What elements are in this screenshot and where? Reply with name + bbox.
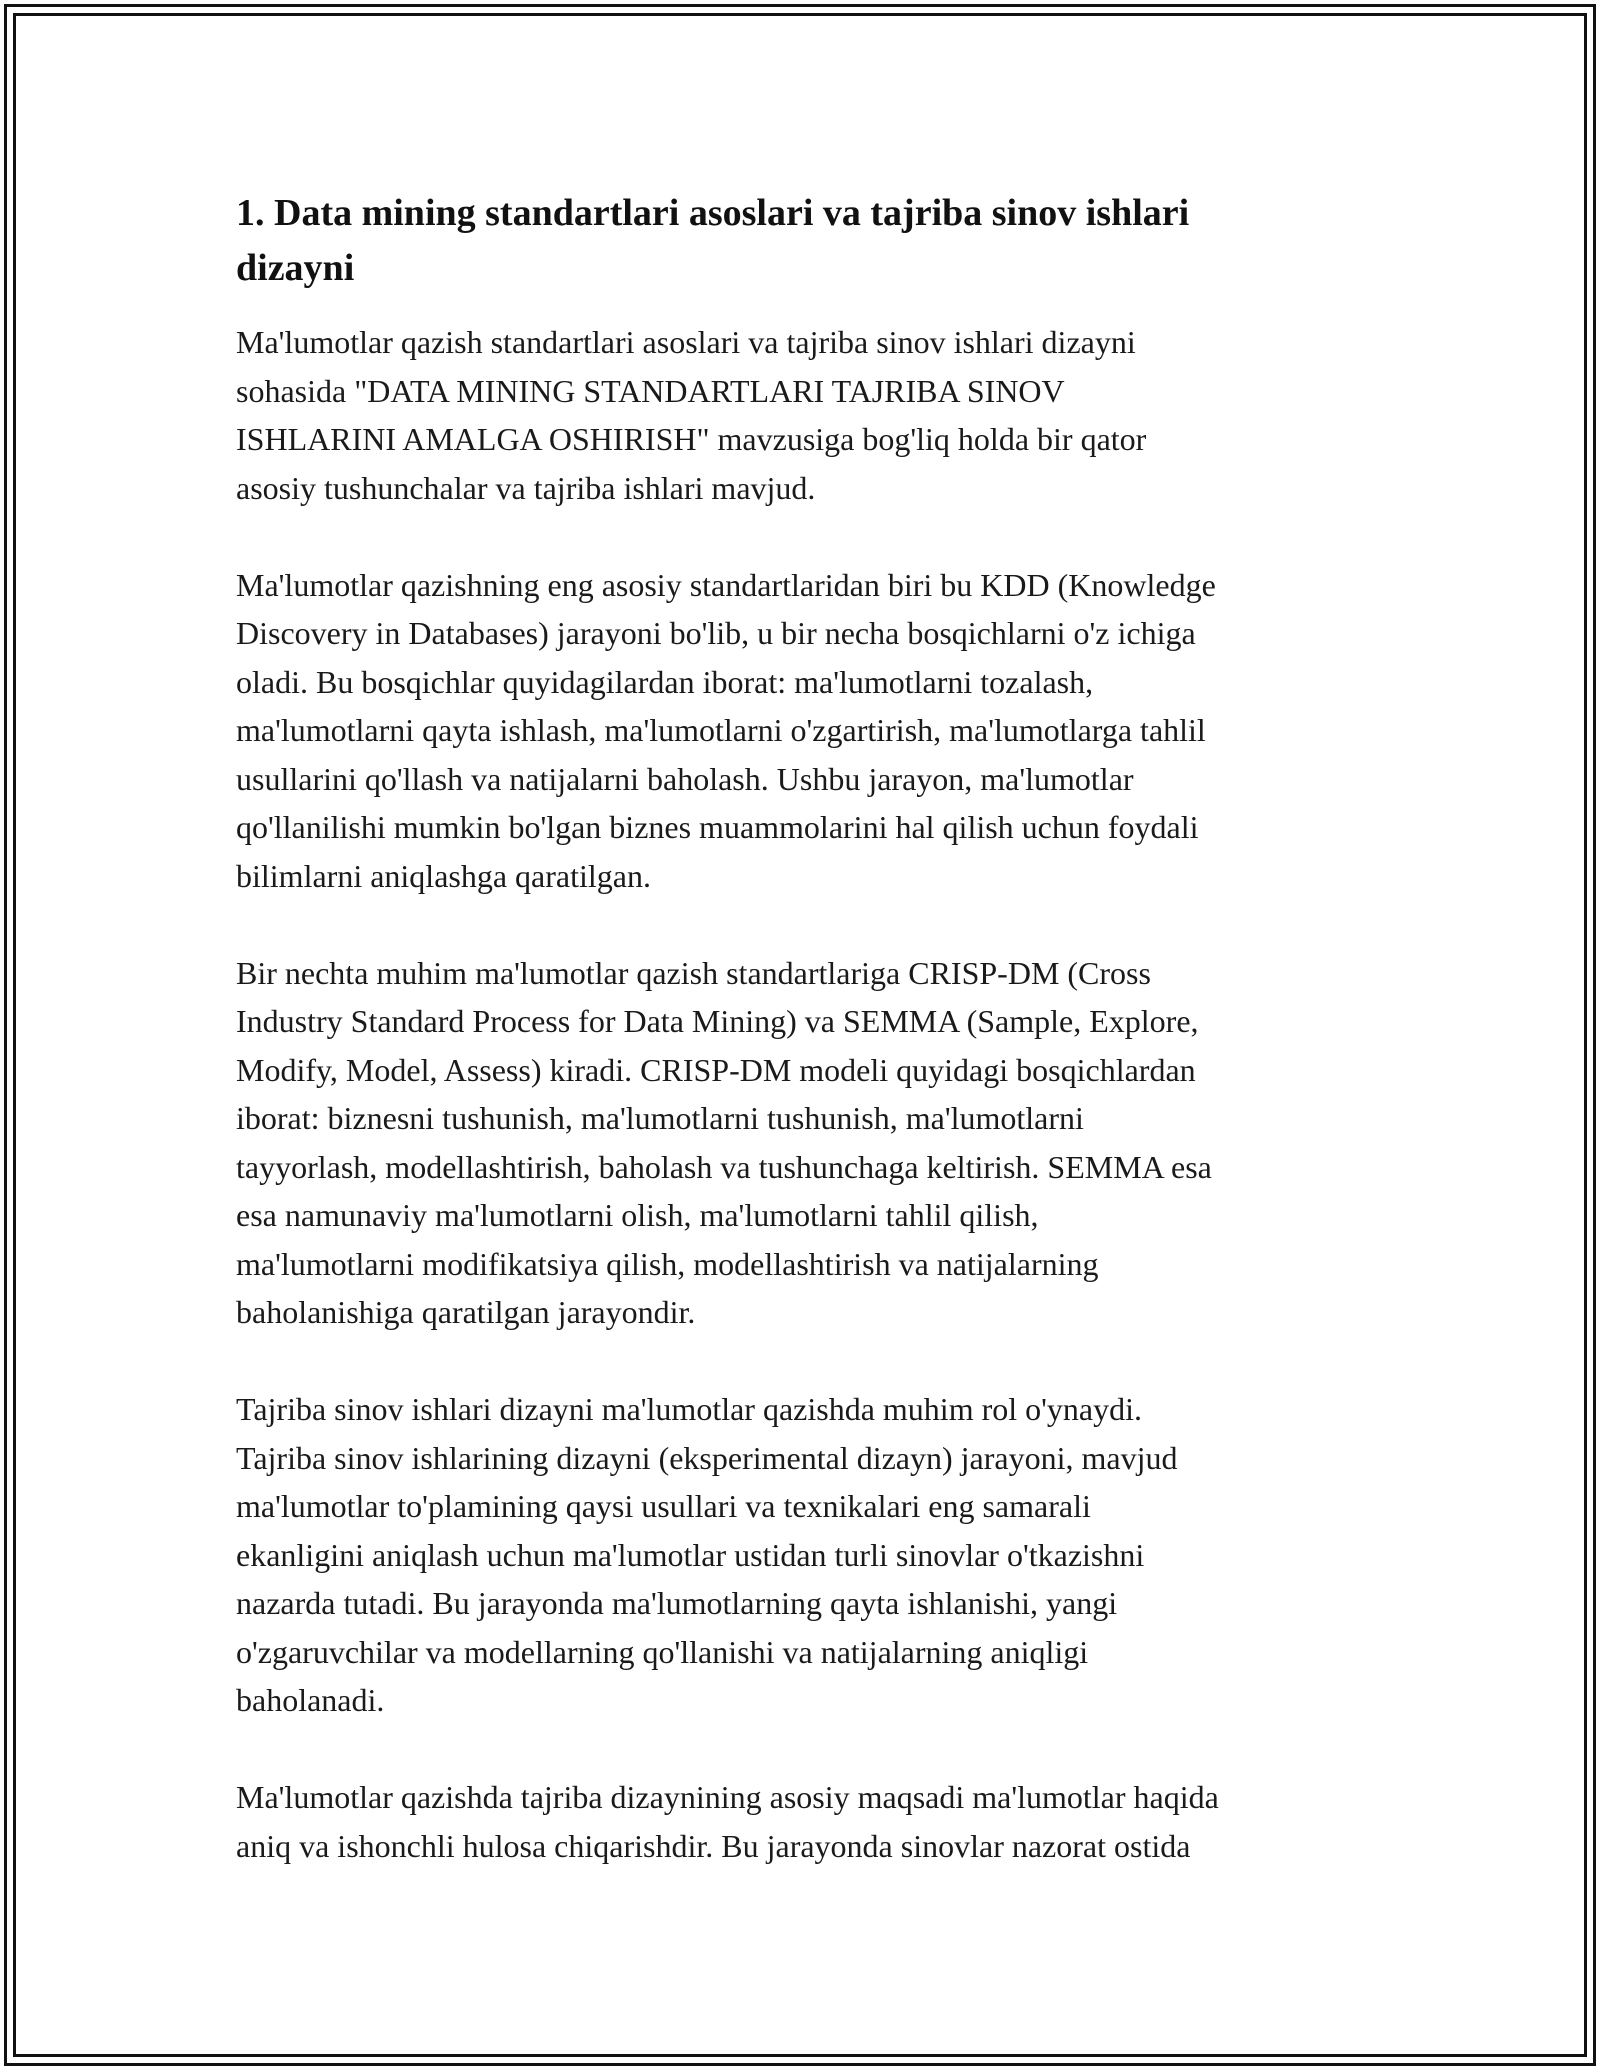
text-line: Tajriba sinov ishlari dizayni ma'lumotlar qazishda muhim rol o'ynaydi. <box>236 1391 1142 1427</box>
paragraph-crisp-semma <box>236 949 1366 1337</box>
text-line: Ma'lumotlar qazish standartlari asoslari va tajriba sinov ishlari dizayni <box>236 324 1136 360</box>
text-line: Tajriba sinov ishlarining dizayni (eksperimental dizayn) jarayoni, mavjud <box>236 1439 1178 1476</box>
text-line: ekanligini aniqlash uchun ma'lumotlar ustidan turli sinovlar o'tkazishni <box>236 1536 1145 1573</box>
text-line: tayyorlash, modellashtirish, baholash va tushunchaga keltirish. SEMMA esa <box>236 1148 1212 1185</box>
document-heading <box>236 186 1366 296</box>
text-line: Ma'lumotlar qazishda tajriba dizaynining asosiy maqsadi ma'lumotlar haqida <box>236 1779 1219 1815</box>
text-line: ma'lumotlarni modifikatsiya qilish, modellashtirish va natijalarning <box>236 1245 1099 1282</box>
heading-line: dizayni <box>236 247 355 289</box>
text-line: asosiy tushunchalar va tajriba ishlari mavjud. <box>236 469 816 506</box>
text-line: ma'lumotlar to'plamining qaysi usullari va texnikalari eng samarali <box>236 1488 1091 1524</box>
text-line: Ma'lumotlar qazishning eng asosiy standartlaridan biri bu KDD (Knowledge <box>236 566 1216 603</box>
paragraph-intro <box>236 318 1366 512</box>
document-body <box>236 186 1366 1919</box>
text-line: o'zgaruvchilar va modellarning qo'llanishi va natijalarning aniqligi <box>236 1633 1089 1670</box>
text-line: esa namunaviy ma'lumotlarni olish, ma'lumotlarni tahlil qilish, <box>236 1197 1039 1233</box>
text-line: Discovery in Databases) jarayoni bo'lib, u bir necha bosqichlarni o'z ichiga <box>236 615 1196 651</box>
paragraph-experimental-design <box>236 1385 1366 1725</box>
text-line: Bir nechta muhim ma'lumotlar qazish standartlariga CRISP-DM (Cross <box>236 954 1151 991</box>
text-line: Modify, Model, Assess) kiradi. CRISP-DM modeli quyidagi bosqichlardan <box>236 1051 1196 1088</box>
text-line: Industry Standard Process for Data Mining) va SEMMA (Sample, Explore, <box>236 1003 1199 1039</box>
text-line: aniq va ishonchli hulosa chiqarishdir. Bu jarayonda sinovlar nazorat ostida <box>236 1827 1191 1864</box>
text-line: nazarda tutadi. Bu jarayonda ma'lumotlarning qayta ishlanishi, yangi <box>236 1585 1118 1621</box>
heading-line: 1. Data mining standartlari asoslari va tajriba sinov ishlari <box>236 192 1190 234</box>
text-line: usullarini qo'llash va natijalarni baholash. Ushbu jarayon, ma'lumotlar <box>236 760 1134 797</box>
text-line: ma'lumotlarni qayta ishlash, ma'lumotlarni o'zgartirish, ma'lumotlarga tahlil <box>236 712 1206 748</box>
text-line: qo'llanilishi mumkin bo'lgan biznes muammolarini hal qilish uchun foydali <box>236 809 1199 845</box>
paragraph-goal <box>236 1773 1366 1870</box>
text-line: sohasida "DATA MINING STANDARTLARI TAJRIBA SINOV <box>236 372 1065 409</box>
text-line: iborat: biznesni tushunish, ma'lumotlarni tushunish, ma'lumotlarni <box>236 1100 1084 1136</box>
text-line: baholanishiga qaratilgan jarayondir. <box>236 1294 696 1330</box>
text-line: oladi. Bu bosqichlar quyidagilardan iborat: ma'lumotlarni tozalash, <box>236 663 1094 700</box>
text-line: baholanadi. <box>236 1682 385 1718</box>
paragraph-kdd <box>236 561 1366 901</box>
text-line: bilimlarni aniqlashga qaratilgan. <box>236 857 651 894</box>
text-line: ISHLARINI AMALGA OSHIRISH" mavzusiga bog'liq holda bir qator <box>236 421 1147 457</box>
